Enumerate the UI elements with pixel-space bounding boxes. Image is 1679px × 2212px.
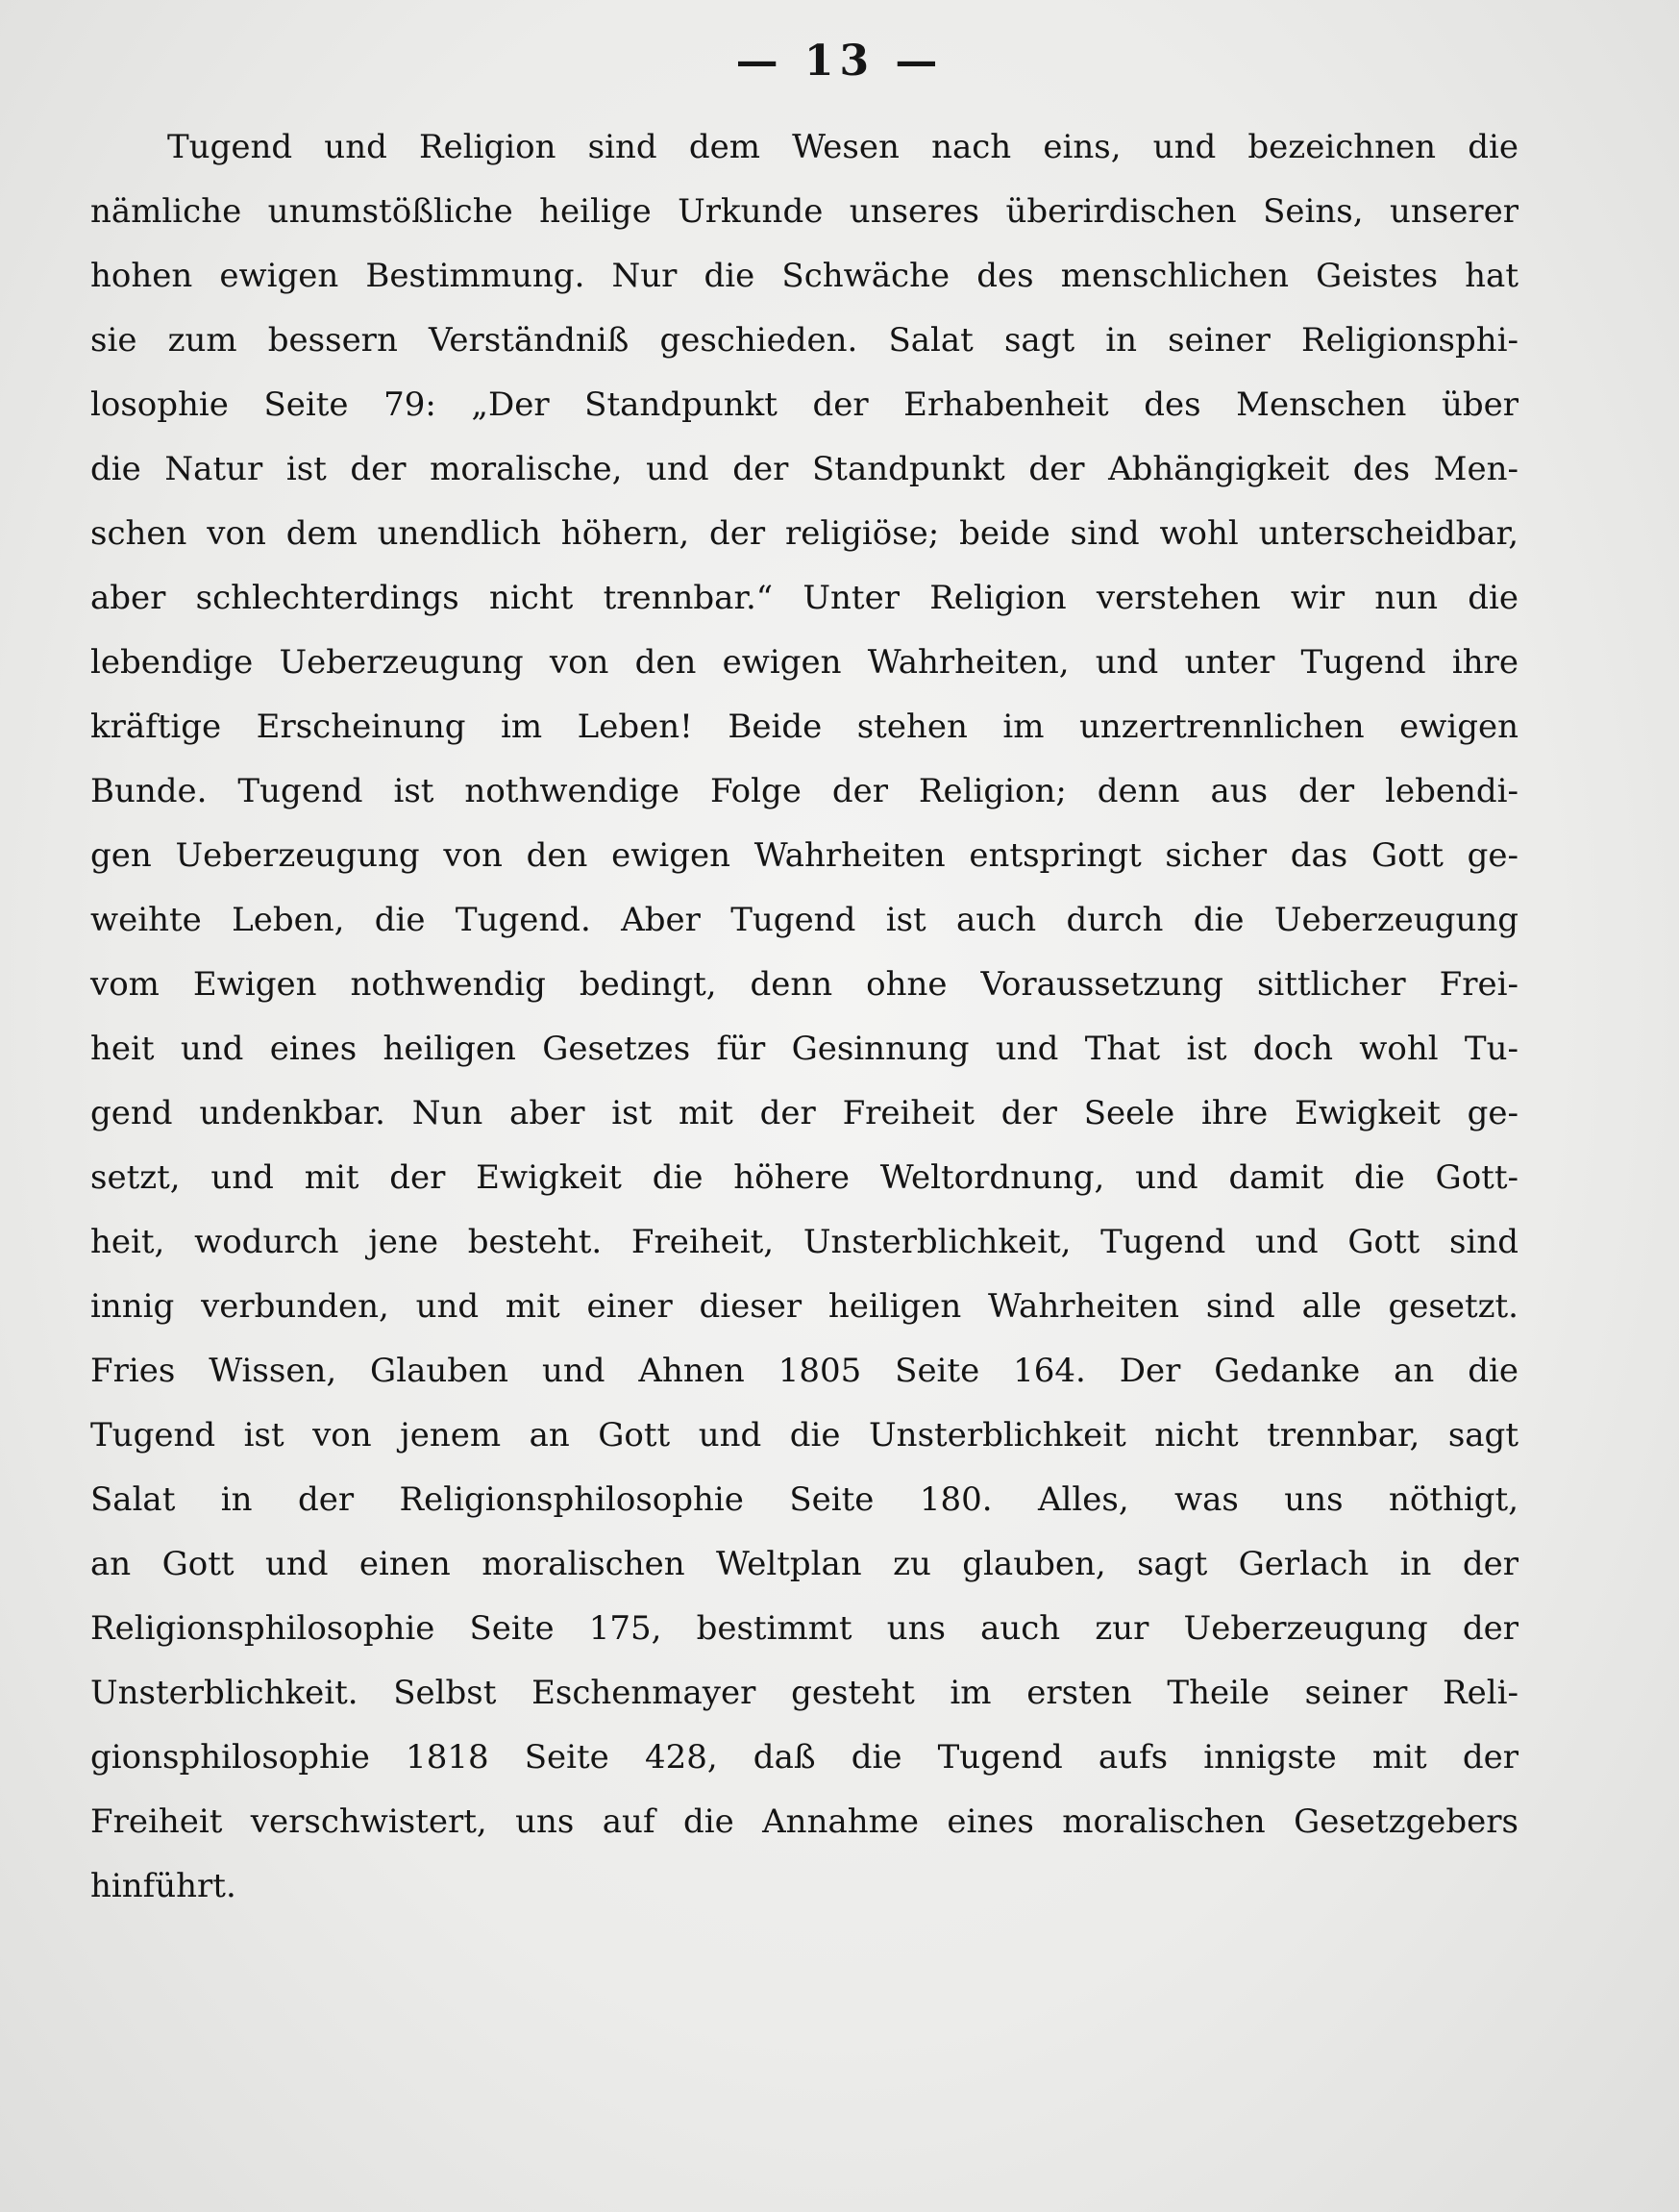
text-line: aber schlechterdings nicht trennbar.“ Unter Religion verstehen wir nun die	[90, 579, 1519, 617]
text-line: hohen ewigen Bestimmung. Nur die Schwäche des menschlichen Geistes hat	[90, 257, 1519, 295]
text-line: an Gott und einen moralischen Weltplan zu glauben, sagt Gerlach in der	[90, 1545, 1519, 1583]
text-line: losophie Seite 79: „Der Standpunkt der Erhabenheit des Menschen über	[90, 385, 1519, 424]
text-line: heit, wodurch jene besteht. Freiheit, Unsterblichkeit, Tugend und Gott sind	[90, 1223, 1519, 1261]
text-line: sie zum bessern Verständniß geschieden. Salat sagt in seiner Religionsphi-	[90, 321, 1519, 360]
text-line: Tugend und Religion sind dem Wesen nach eins, und bezeichnen die	[167, 128, 1519, 166]
text-line: schen von dem unendlich höhern, der religiöse; beide sind wohl unterscheidbar,	[90, 514, 1519, 553]
text-line: kräftige Erscheinung im Leben! Beide stehen im unzertrennlichen ewigen	[90, 708, 1519, 746]
text-line: Unsterblichkeit. Selbst Eschenmayer gesteht im ersten Theile seiner Reli-	[90, 1674, 1519, 1712]
text-line: gionsphilosophie 1818 Seite 428, daß die Tugend aufs innigste mit der	[90, 1738, 1519, 1777]
text-line: Religionsphilosophie Seite 175, bestimmt uns auch zur Ueberzeugung der	[90, 1609, 1519, 1648]
text-line: innig verbunden, und mit einer dieser heiligen Wahrheiten sind alle gesetzt.	[90, 1287, 1519, 1326]
text-line: Tugend ist von jenem an Gott und die Unsterblichkeit nicht trennbar, sagt	[90, 1416, 1519, 1454]
text-line: die Natur ist der moralische, und der Standpunkt der Abhängigkeit des Men-	[90, 450, 1519, 488]
text-line: Fries Wissen, Glauben und Ahnen 1805 Seite 164. Der Gedanke an die	[90, 1352, 1519, 1390]
text-line: lebendige Ueberzeugung von den ewigen Wahrheiten, und unter Tugend ihre	[90, 643, 1519, 682]
text-line: weihte Leben, die Tugend. Aber Tugend ist auch durch die Ueberzeugung	[90, 901, 1519, 939]
text-line: setzt, und mit der Ewigkeit die höhere Weltordnung, und damit die Gott-	[90, 1158, 1519, 1197]
page-number: — 13 —	[735, 37, 944, 86]
text-line: heit und eines heiligen Gesetzes für Gesinnung und That ist doch wohl Tu-	[90, 1030, 1519, 1068]
text-line: vom Ewigen nothwendig bedingt, denn ohne Voraussetzung sittlicher Frei-	[90, 965, 1519, 1004]
text-line: Freiheit verschwistert, uns auf die Annahme eines moralischen Gesetzgebers	[90, 1802, 1519, 1841]
text-line: gen Ueberzeugung von den ewigen Wahrheiten entspringt sicher das Gott ge-	[90, 836, 1519, 875]
text-line: gend undenkbar. Nun aber ist mit der Freiheit der Seele ihre Ewigkeit ge-	[90, 1094, 1519, 1132]
text-line: nämliche unumstößliche heilige Urkunde unseres überirdischen Seins, unserer	[90, 192, 1519, 231]
text-line: Salat in der Religionsphilosophie Seite 180. Alles, was uns nöthigt,	[90, 1480, 1519, 1519]
text-line: hinführt.	[90, 1867, 236, 1905]
body-text	[90, 115, 1519, 1919]
text-line: Bunde. Tugend ist nothwendige Folge der Religion; denn aus der lebendi-	[90, 772, 1519, 810]
